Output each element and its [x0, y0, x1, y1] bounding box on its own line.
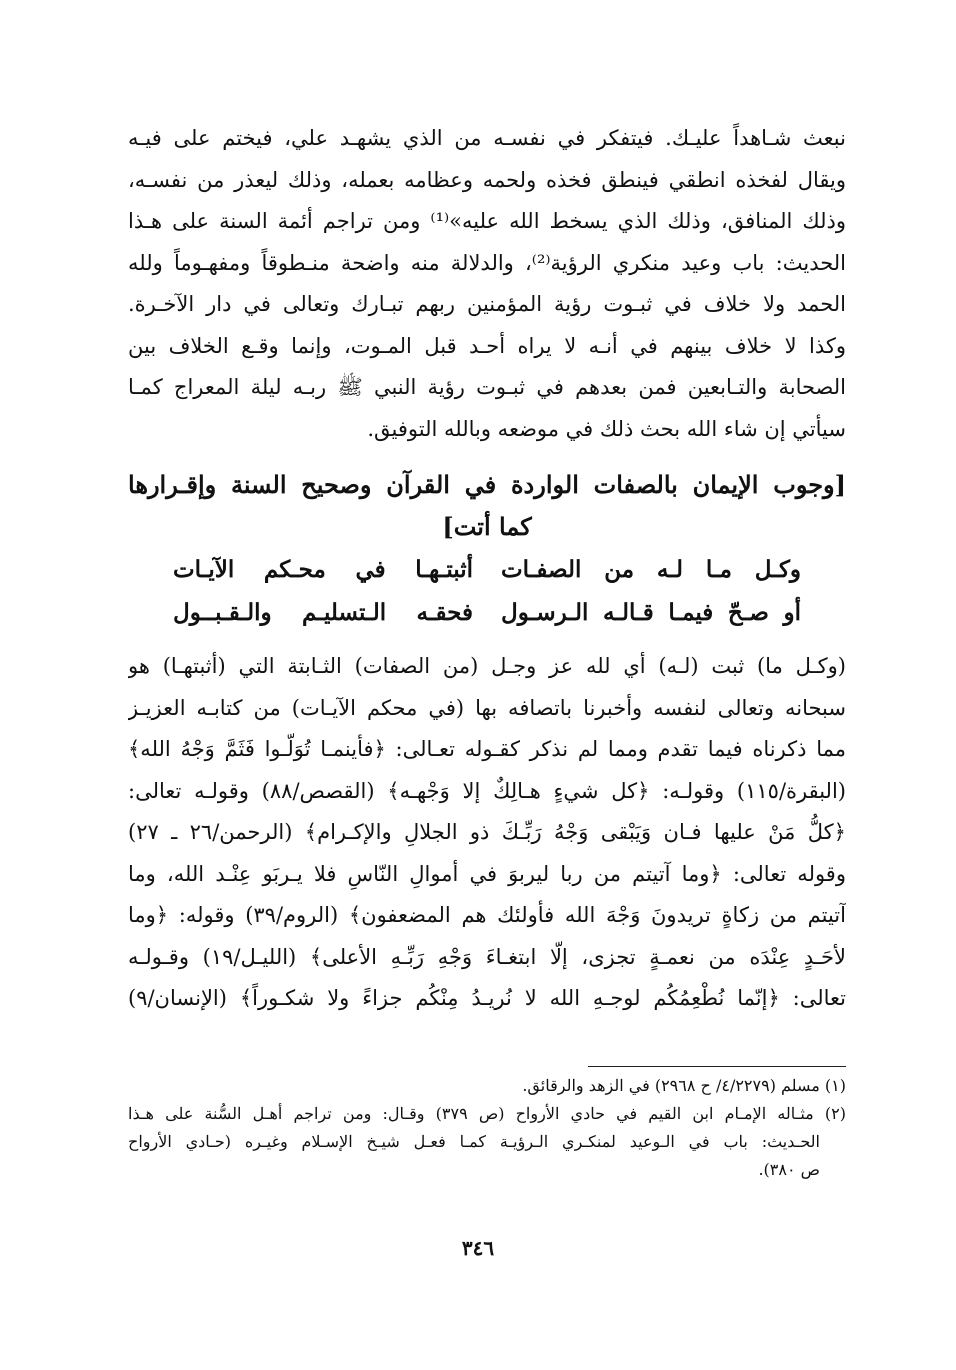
poem-verses	[128, 548, 846, 634]
text-line: لأحَـدٍ عِنْدَه من نعمـةٍ تجزى، إلّا ابتغـاءَ وَجْهِ رَبِّـهِ الأعلى﴾ (الليـل/١٩) وقـولـه	[128, 944, 846, 969]
section-heading	[128, 464, 846, 548]
text-line: وقوله تعالى: ﴿وما آتيتم من ربا ليربوَ في أموالِ النّاسِ فلا يـربَو عِنْـد الله، وما	[128, 861, 846, 886]
section-heading-line: [وجوب الإيمان بالصفات الواردة في القرآن وصحيح السنة وإقـرارها	[128, 470, 846, 499]
footnote-line: الحـديث: باب في الـوعيد لمنكـري الـرؤيـة كمـا فعـل شيـخ الإسـلام وغيـره (حـادي الأرواح	[128, 1132, 820, 1151]
text-line: تعالى: ﴿إنّما نُطْعِمُكُم لوجـهِ الله لا نُريـدُ مِنْكُم جزاءً ولا شكـوراً﴾ (الإنسان/٩)	[128, 986, 846, 1010]
text-line: سيأتي إن شاء الله بحث ذلك في موضعه وبالله التوفيق.	[367, 416, 846, 441]
verse-first-hemistich: أو صـحّ فيمـا قـالـه الـرسـول	[501, 599, 801, 626]
intro-paragraph	[128, 118, 846, 450]
verse-second-hemistich: فحقـه الـتسليـم والـقـبــول	[173, 599, 473, 626]
text-line: الصحابة والتـابعين فمن بعدهم في ثبـوت رؤية النبي ﷺ ربـه ليلة المعراج كمـا	[128, 375, 846, 399]
footnotes	[128, 1072, 846, 1184]
footnote-2	[128, 1100, 846, 1184]
text-line: وكذا لا خلاف بينهم في أنـه لا يراه أحـد قبل المـوت، وإنما وقـع الخلاف بين	[128, 333, 846, 358]
verse-second-hemistich: أثبتـهـا في محـكم الآيـات	[173, 556, 473, 583]
footnote-line: (١) مسلم (٤/٢٢٧٩/ ح ٢٩٦٨) في الزهد والرقائق.	[522, 1076, 846, 1095]
page-number: ٣٤٦	[461, 1236, 495, 1260]
text-line: (وكـل ما) ثبت (لـه) أي لله عز وجـل (من الصفات) الثـابتة التي (أثبتهـا) هو	[128, 654, 846, 678]
footnote-line: ص ٣٨٠).	[758, 1160, 820, 1179]
text-line: ﴿كلُّ مَنْ عليها فـان وَيَبْقى وَجْهُ رَبِّـكَ ذو الجلالِ والإكـرام﴾ (الرحمن/٢٦ ـ ٢٧)	[128, 820, 846, 844]
verse-row	[128, 548, 846, 591]
text-line: وذلك المنافق، وذلك الذي يسخط الله عليه»⁽¹⁾ ومن تراجم أئمة السنة على هـذا	[128, 209, 846, 233]
text-line: آتيتم من زكاةٍ تريدونَ وَجْهَ الله فأولئك هم المضعفون﴾ (الروم/٣٩) وقوله: ﴿وما	[128, 903, 846, 927]
footnote-line: (٢) مثـاله الإمـام ابن القيم في حادي الأرواح (ص ٣٧٩) وقـال: ومن تراجم أهـل السُّنة على هـذا	[128, 1104, 846, 1123]
page-body	[128, 118, 846, 1020]
footnote-separator	[588, 1066, 846, 1067]
verse-row	[128, 591, 846, 634]
verse-first-hemistich: وكـل مـا لـه من الصفـات	[501, 556, 801, 583]
text-line: سبحانه وتعالى لنفسه وأخبرنا باتصافه بها (في محكم الآيـات) من كتابـه العزيـز	[128, 695, 846, 720]
text-line: مما ذكرناه فيما تقدم ومما لم نذكر كقـوله تعـالى: ﴿فأينمـا تُوَلّـوا فَثَمَّ وَجْهُ الله﴾	[128, 737, 846, 761]
text-line: الحمد ولا خلاف في ثبـوت رؤية المؤمنين ربهم تبـارك وتعالى في دار الآخـرة.	[128, 292, 846, 316]
section-heading-line: كما أتت]	[442, 512, 532, 541]
text-line: نبعث شـاهداً عليـك. فيتفكر في نفسـه من الذي يشهـد علي، فيختم على فيـه	[128, 126, 846, 150]
footnote-1	[128, 1072, 846, 1100]
text-line: (البقرة/١١٥) وقولـه: ﴿كل شيءٍ هـالِكٌ إلا وَجْهـه﴾ (القصص/٨٨) وقولـه تعالى:	[128, 778, 846, 803]
text-line: الحديث: باب وعيد منكري الرؤية⁽²⁾، والدلالة منه واضحة منـطوقاً ومفهـوماً ولله	[128, 250, 846, 275]
commentary-paragraph	[128, 646, 846, 1020]
text-line: ويقال لفخذه انطقي فينطق فخذه ولحمه وعظامه بعمله، وذلك ليعذر من نفسـه،	[128, 167, 846, 192]
